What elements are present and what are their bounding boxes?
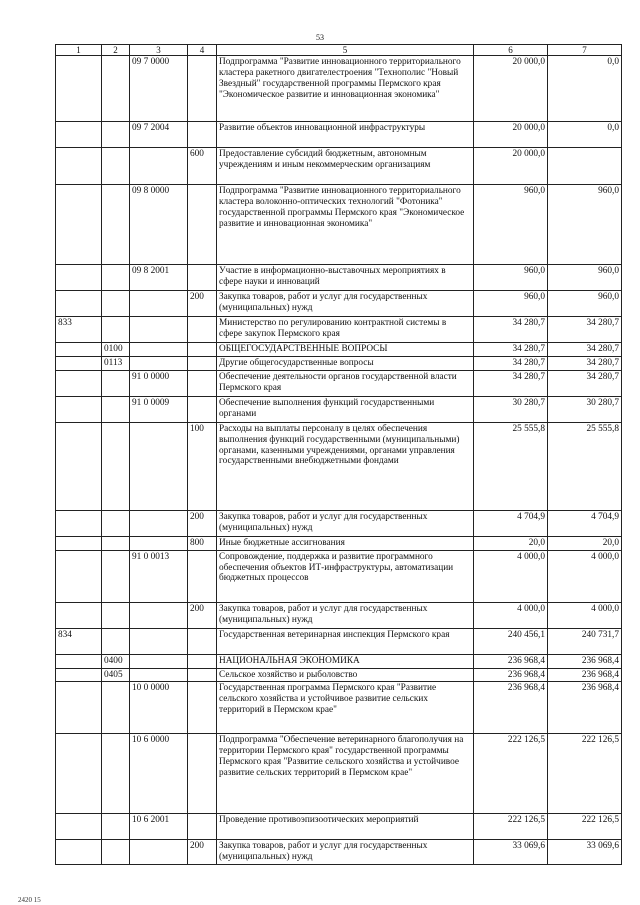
cell-admin-code: [56, 122, 102, 148]
cell-amount-col7: 4 000,0: [548, 550, 622, 602]
cell-admin-code: [56, 291, 102, 317]
cell-admin-code: [56, 654, 102, 668]
header-col-7: 7: [548, 45, 622, 56]
cell-amount-col7: 960,0: [548, 291, 622, 317]
cell-target-article: 91 0 0000: [130, 371, 188, 397]
cell-section-code: [102, 734, 130, 814]
cell-amount-col7: 236 968,4: [548, 668, 622, 682]
cell-amount-col7: 34 280,7: [548, 343, 622, 357]
cell-target-article: 91 0 0009: [130, 397, 188, 423]
cell-section-code: [102, 537, 130, 551]
cell-amount-col7: 0,0: [548, 122, 622, 148]
cell-expense-type: 100: [188, 423, 217, 511]
cell-admin-code: [56, 148, 102, 185]
cell-target-article: [130, 840, 188, 865]
cell-amount-col7: 236 968,4: [548, 654, 622, 668]
cell-target-article: [130, 343, 188, 357]
cell-name: Подпрограмма "Развитие инновационного территориального кластера волоконно-оптических технологий "Фотоника" государственной программы Пермского края "Экономическое развитие и инновационная экономика": [217, 185, 474, 265]
cell-name: Участие в информационно-выставочных мероприятиях в сфере науки и инноваций: [217, 265, 474, 291]
cell-name: Обеспечение деятельности органов государственной власти Пермского края: [217, 371, 474, 397]
cell-admin-code: [56, 602, 102, 628]
table-row: [56, 654, 622, 668]
cell-target-article: [130, 317, 188, 343]
cell-expense-type: [188, 317, 217, 343]
cell-expense-type: [188, 343, 217, 357]
cell-amount-col6: 240 456,1: [474, 628, 548, 654]
header-col-3: 3: [130, 45, 188, 56]
cell-target-article: [130, 602, 188, 628]
cell-admin-code: [56, 56, 102, 122]
cell-section-code: [102, 317, 130, 343]
cell-expense-type: 200: [188, 291, 217, 317]
cell-section-code: [102, 423, 130, 511]
cell-expense-type: [188, 668, 217, 682]
cell-name: Развитие объектов инновационной инфраструктуры: [217, 122, 474, 148]
cell-section-code: [102, 628, 130, 654]
cell-expense-type: 200: [188, 840, 217, 865]
cell-section-code: 0100: [102, 343, 130, 357]
cell-name: ОБЩЕГОСУДАРСТВЕННЫЕ ВОПРОСЫ: [217, 343, 474, 357]
cell-amount-col6: 34 280,7: [474, 317, 548, 343]
cell-amount-col7: 222 126,5: [548, 814, 622, 840]
cell-section-code: [102, 122, 130, 148]
cell-section-code: [102, 265, 130, 291]
cell-expense-type: [188, 122, 217, 148]
cell-amount-col7: 33 069,6: [548, 840, 622, 865]
cell-name: Сопровождение, поддержка и развитие программного обеспечения объектов ИТ-инфраструктуры, автоматизации бюджетных процессов: [217, 550, 474, 602]
cell-target-article: 10 6 2001: [130, 814, 188, 840]
cell-name: Расходы на выплаты персоналу в целях обеспечения выполнения функций государственными (муниципальными) органами, казенными учреждениями, органами управления государственными внебюджетными фондами: [217, 423, 474, 511]
header-col-4: 4: [188, 45, 217, 56]
cell-admin-code: [56, 668, 102, 682]
cell-admin-code: 834: [56, 628, 102, 654]
cell-name: Закупка товаров, работ и услуг для государственных (муниципальных) нужд: [217, 511, 474, 537]
cell-amount-col7: 960,0: [548, 185, 622, 265]
cell-target-article: [130, 628, 188, 654]
cell-target-article: 10 0 0000: [130, 682, 188, 734]
cell-target-article: [130, 654, 188, 668]
cell-admin-code: [56, 511, 102, 537]
cell-admin-code: [56, 397, 102, 423]
cell-amount-col6: 33 069,6: [474, 840, 548, 865]
cell-admin-code: [56, 840, 102, 865]
table-row: [56, 840, 622, 865]
cell-amount-col7: 222 126,5: [548, 734, 622, 814]
cell-admin-code: [56, 423, 102, 511]
cell-admin-code: [56, 371, 102, 397]
cell-target-article: [130, 537, 188, 551]
cell-amount-col6: 4 000,0: [474, 602, 548, 628]
cell-amount-col7: 30 280,7: [548, 397, 622, 423]
header-col-2: 2: [102, 45, 130, 56]
cell-section-code: [102, 682, 130, 734]
cell-name: Обеспечение выполнения функций государственными органами: [217, 397, 474, 423]
table-row: [56, 668, 622, 682]
cell-name: Сельское хозяйство и рыболовство: [217, 668, 474, 682]
header-col-1: 1: [56, 45, 102, 56]
cell-expense-type: 200: [188, 511, 217, 537]
table-row: [56, 682, 622, 734]
cell-name: Иные бюджетные ассигнования: [217, 537, 474, 551]
cell-admin-code: [56, 814, 102, 840]
header-col-5: 5: [217, 45, 474, 56]
cell-expense-type: [188, 185, 217, 265]
cell-section-code: [102, 185, 130, 265]
table-row: [56, 265, 622, 291]
table-row: [56, 148, 622, 185]
cell-section-code: 0113: [102, 357, 130, 371]
cell-amount-col7: 34 280,7: [548, 317, 622, 343]
cell-admin-code: [56, 734, 102, 814]
budget-table-body: [56, 45, 622, 865]
cell-name: Государственная ветеринарная инспекция Пермского края: [217, 628, 474, 654]
cell-section-code: 0400: [102, 654, 130, 668]
table-row: [56, 550, 622, 602]
cell-section-code: [102, 550, 130, 602]
cell-amount-col6: 236 968,4: [474, 682, 548, 734]
cell-target-article: [130, 668, 188, 682]
table-row: [56, 734, 622, 814]
cell-section-code: [102, 814, 130, 840]
cell-amount-col6: 4 704,9: [474, 511, 548, 537]
cell-target-article: 09 7 0000: [130, 56, 188, 122]
page-number: 53: [316, 33, 324, 42]
cell-amount-col6: 20,0: [474, 537, 548, 551]
table-row: [56, 56, 622, 122]
cell-amount-col7: 240 731,7: [548, 628, 622, 654]
table-row: [56, 423, 622, 511]
cell-amount-col7: 960,0: [548, 265, 622, 291]
header-col-6: 6: [474, 45, 548, 56]
cell-section-code: [102, 602, 130, 628]
table-header-row: [56, 45, 622, 56]
cell-target-article: [130, 511, 188, 537]
cell-expense-type: [188, 734, 217, 814]
cell-amount-col7: 4 704,9: [548, 511, 622, 537]
cell-name: Подпрограмма "Обеспечение ветеринарного благополучия на территории Пермского края" государственной программы Пермского края "Развитие сельского хозяйства и устойчивое развитие сельских территорий в Пермском крае": [217, 734, 474, 814]
cell-amount-col6: 236 968,4: [474, 668, 548, 682]
cell-amount-col6: 34 280,7: [474, 357, 548, 371]
cell-amount-col6: 20 000,0: [474, 148, 548, 185]
cell-target-article: [130, 357, 188, 371]
cell-name: Государственная программа Пермского края "Развитие сельского хозяйства и устойчивое развитие сельских территорий в Пермском крае": [217, 682, 474, 734]
cell-amount-col6: 20 000,0: [474, 56, 548, 122]
cell-admin-code: [56, 265, 102, 291]
cell-amount-col7: 20,0: [548, 537, 622, 551]
cell-name: Закупка товаров, работ и услуг для государственных (муниципальных) нужд: [217, 840, 474, 865]
cell-amount-col6: 960,0: [474, 291, 548, 317]
cell-section-code: [102, 840, 130, 865]
cell-target-article: 91 0 0013: [130, 550, 188, 602]
cell-expense-type: [188, 265, 217, 291]
cell-amount-col6: 20 000,0: [474, 122, 548, 148]
cell-name: Закупка товаров, работ и услуг для государственных (муниципальных) нужд: [217, 291, 474, 317]
cell-target-article: [130, 423, 188, 511]
cell-section-code: 0405: [102, 668, 130, 682]
cell-section-code: [102, 56, 130, 122]
table-row: [56, 122, 622, 148]
table-row: [56, 511, 622, 537]
cell-amount-col7: 34 280,7: [548, 357, 622, 371]
cell-expense-type: [188, 550, 217, 602]
cell-admin-code: [56, 550, 102, 602]
cell-expense-type: [188, 654, 217, 668]
cell-name: Проведение противоэпизоотических мероприятий: [217, 814, 474, 840]
cell-expense-type: [188, 357, 217, 371]
cell-target-article: 09 8 2001: [130, 265, 188, 291]
cell-name: Министерство по регулированию контрактной системы в сфере закупок Пермского края: [217, 317, 474, 343]
cell-target-article: 10 6 0000: [130, 734, 188, 814]
cell-amount-col6: 222 126,5: [474, 814, 548, 840]
table-row: [56, 628, 622, 654]
cell-section-code: [102, 397, 130, 423]
cell-admin-code: [56, 185, 102, 265]
cell-admin-code: [56, 343, 102, 357]
cell-expense-type: [188, 628, 217, 654]
cell-expense-type: [188, 397, 217, 423]
cell-amount-col6: 960,0: [474, 265, 548, 291]
cell-amount-col7: 4 000,0: [548, 602, 622, 628]
cell-amount-col7: [548, 148, 622, 185]
cell-amount-col6: 34 280,7: [474, 343, 548, 357]
table-row: [56, 537, 622, 551]
cell-expense-type: 600: [188, 148, 217, 185]
cell-section-code: [102, 511, 130, 537]
cell-expense-type: 200: [188, 602, 217, 628]
cell-amount-col6: 222 126,5: [474, 734, 548, 814]
cell-amount-col6: 34 280,7: [474, 371, 548, 397]
table-row: [56, 814, 622, 840]
cell-name: Предоставление субсидий бюджетным, автономным учреждениям и иным некоммерческим организациям: [217, 148, 474, 185]
cell-amount-col6: 4 000,0: [474, 550, 548, 602]
cell-admin-code: [56, 357, 102, 371]
cell-amount-col7: 0,0: [548, 56, 622, 122]
cell-name: Подпрограмма "Развитие инновационного территориального кластера ракетного двигателестроения "Технополис "Новый Звездный" государственной программы Пермского края "Экономическое развитие и инновационная экономика": [217, 56, 474, 122]
budget-table: [55, 44, 622, 865]
cell-admin-code: [56, 537, 102, 551]
cell-amount-col6: 236 968,4: [474, 654, 548, 668]
cell-section-code: [102, 371, 130, 397]
footer-code: 2420 15: [18, 896, 41, 904]
cell-amount-col7: 34 280,7: [548, 371, 622, 397]
cell-target-article: 09 8 0000: [130, 185, 188, 265]
cell-name: Закупка товаров, работ и услуг для государственных (муниципальных) нужд: [217, 602, 474, 628]
table-row: [56, 317, 622, 343]
table-row: [56, 291, 622, 317]
cell-section-code: [102, 291, 130, 317]
cell-amount-col7: 25 555,8: [548, 423, 622, 511]
cell-name: НАЦИОНАЛЬНАЯ ЭКОНОМИКА: [217, 654, 474, 668]
cell-target-article: 09 7 2004: [130, 122, 188, 148]
cell-amount-col6: 30 280,7: [474, 397, 548, 423]
cell-amount-col7: 236 968,4: [548, 682, 622, 734]
cell-expense-type: [188, 56, 217, 122]
cell-target-article: [130, 148, 188, 185]
table-row: [56, 185, 622, 265]
table-row: [56, 397, 622, 423]
cell-name: Другие общегосударственные вопросы: [217, 357, 474, 371]
cell-section-code: [102, 148, 130, 185]
cell-expense-type: [188, 814, 217, 840]
table-row: [56, 357, 622, 371]
cell-expense-type: 800: [188, 537, 217, 551]
cell-expense-type: [188, 371, 217, 397]
cell-admin-code: [56, 682, 102, 734]
cell-admin-code: 833: [56, 317, 102, 343]
table-row: [56, 602, 622, 628]
table-row: [56, 371, 622, 397]
cell-target-article: [130, 291, 188, 317]
cell-amount-col6: 960,0: [474, 185, 548, 265]
cell-amount-col6: 25 555,8: [474, 423, 548, 511]
cell-expense-type: [188, 682, 217, 734]
table-row: [56, 343, 622, 357]
